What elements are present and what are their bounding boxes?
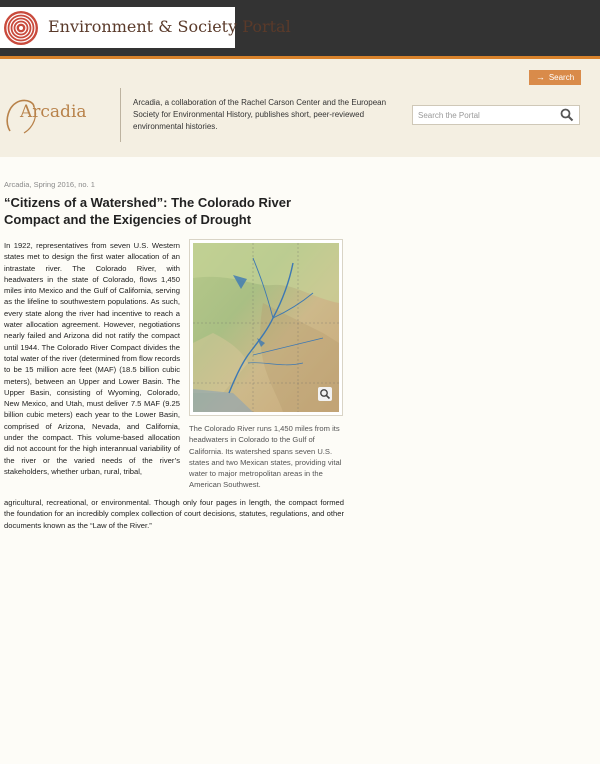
arcadia-description: Arcadia, a collaboration of the Rachel Carson Center and the European Society for Environmental History, publishes short, peer-reviewed environmental histories. bbox=[133, 98, 387, 131]
search-icon[interactable] bbox=[560, 108, 574, 122]
issue-info: Arcadia, Spring 2016, no. 1 bbox=[4, 180, 95, 189]
colorado-river-map[interactable] bbox=[193, 243, 339, 412]
search-button[interactable] bbox=[529, 70, 581, 85]
search-button-label: Search bbox=[548, 73, 575, 82]
portal-logo-link[interactable] bbox=[0, 7, 291, 48]
map-figure[interactable] bbox=[189, 239, 343, 416]
article-title: “Citizens of a Watershed”: The Colorado River Compact and the Exigencies of Drought bbox=[4, 195, 292, 227]
header-divider bbox=[120, 88, 121, 142]
arcadia-header bbox=[0, 59, 600, 157]
portal-topbar bbox=[0, 0, 600, 56]
article-paragraph-left: In 1922, representatives from seven U.S. Western states met to design the first water allocation of an intrastate river. The Colorado River, with headwaters in the state of Colorado, flows 1,450 miles into Mexico and the Gulf of California, serving as the lifeline to southwestern populations. As such, every state along the river had incentive to reach a water allocation agreement. However, negotiations nearly failed and Arizona did not ratify the compact until 1944. The Colorado River Compact divides the total water of the river (determined from flow records to be 15 million acre feet (MAF) (18.5 billion cubic meters), between an Upper and Lower Basin. The Upper Basin, consisting of Wyoming, Colorado, New Mexico, and Utah, must deliver 7.5 MAF (9.25 billion cubic meters) each year to the Lower Basin, comprised of Arizona, Nevada, and California, under the compact. This volume-based allocation did not account for the high interannual variability of the river or the varied needs of the river’s stakeholders, whether urban, rural, tribal, bbox=[4, 241, 180, 476]
portal-emblem-icon bbox=[3, 10, 39, 46]
arrow-right-icon: → bbox=[535, 72, 545, 82]
search-box bbox=[412, 105, 580, 125]
figure-caption: The Colorado River runs 1,450 miles from its headwaters in Colorado to the Gulf of California. Its watershed spans seven U.S. states and two Mexican states, providing vital water to major metropolitan areas in the American Southwest. bbox=[189, 424, 342, 490]
search-input[interactable] bbox=[413, 106, 558, 124]
portal-title: Environment & Society Portal bbox=[48, 17, 291, 36]
article-paragraph-bottom: agricultural, recreational, or environmental. Though only four pages in length, the compact formed the foundation for an incredibly complex collection of court decisions, statutes, regulations, and other documents known as the “Law of the River.” bbox=[4, 498, 344, 530]
arcadia-logo-text: Arcadia bbox=[20, 102, 87, 122]
arcadia-logo[interactable] bbox=[4, 97, 94, 137]
zoom-icon[interactable] bbox=[318, 387, 332, 401]
